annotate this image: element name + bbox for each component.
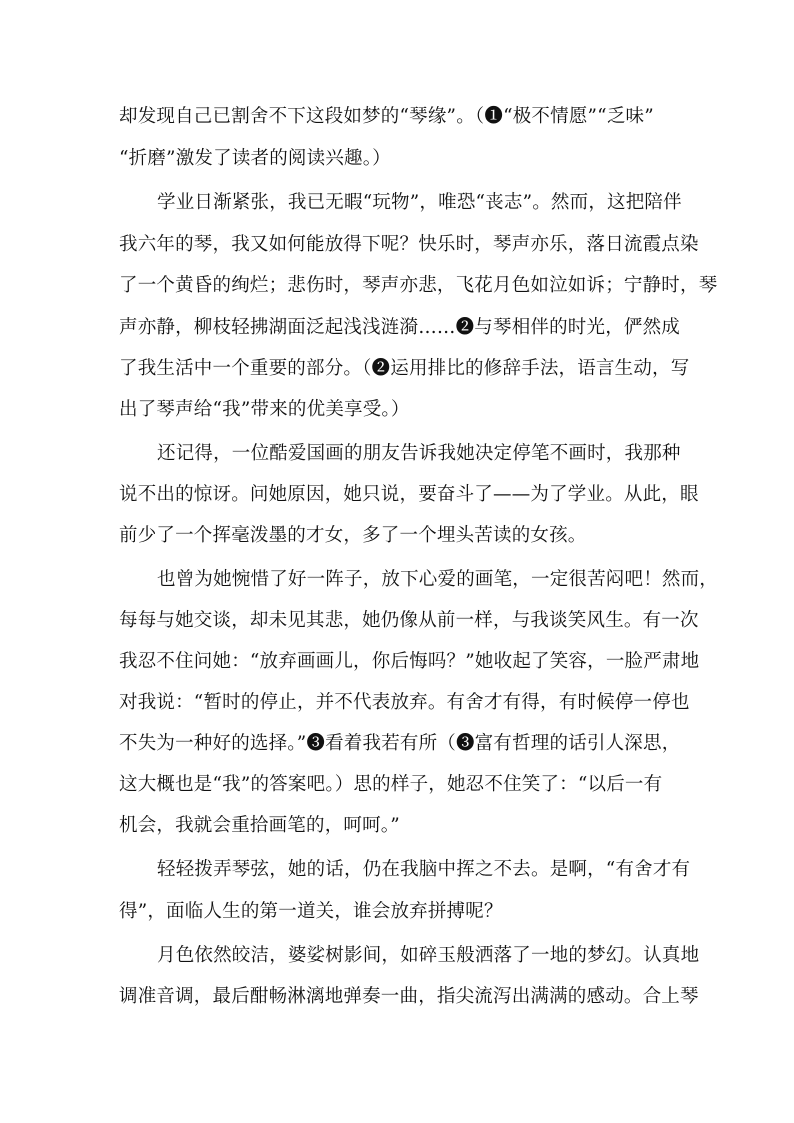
text-line: 对我说：“暂时的停止，并不代表放弃。有舍才有得，有时候停一停也 — [119, 692, 690, 713]
text-line: 得”，面临人生的第一道关，谁会放弃拼搏呢？ — [119, 901, 503, 922]
paragraph-first-line: 轻轻拨弄琴弦，她的话，仍在我脑中挥之不去。是啊，“有舍才有 — [157, 859, 691, 880]
text-line: “折磨”激发了读者的阅读兴趣。） — [119, 148, 391, 169]
text-line: 我忍不住问她：“放弃画画儿，你后悔吗？”她收起了笑容，一脸严肃地 — [119, 651, 700, 672]
paragraph-first-line: 学业日渐紧张，我已无暇“玩物”，唯恐“丧志”。然而，这把陪伴 — [157, 192, 682, 213]
text-line: 调准音调，最后酣畅淋漓地弹奏一曲，指尖流泻出满满的感动。合上琴 — [119, 986, 699, 1007]
paragraph-first-line: 月色依然皎洁，婆娑树影间，如碎玉般洒落了一地的梦幻。认真地 — [157, 945, 700, 966]
text-line: 了一个黄昏的绚烂；悲伤时，琴声亦悲，飞花月色如泣如诉；宁静时，琴 — [119, 275, 718, 296]
text-line: 这大概也是“我”的答案吧。）思的样子，她忍不住笑了：“以后一有 — [119, 774, 663, 795]
text-line: 出了琴声给“我”带来的优美享受。） — [119, 399, 410, 420]
text-line: 却发现自己已割舍不下这段如梦的“琴缘”。（❶“极不情愿”“乏味” — [119, 106, 654, 127]
text-line: 我六年的琴，我又如何能放得下呢？快乐时，琴声亦乐，落日流霞点染 — [119, 234, 699, 255]
paragraph-first-line: 还记得，一位酷爱国画的朋友告诉我她决定停笔不画时，我那种 — [157, 443, 681, 464]
text-line: 说不出的惊讶。问她原因，她只说，要奋斗了——为了学业。从此，眼 — [119, 484, 699, 505]
text-line: 前少了一个挥毫泼墨的才女，多了一个埋头苦读的女孩。 — [119, 525, 587, 546]
paragraph-first-line: 也曾为她惋惜了好一阵子，放下心爱的画笔，一定很苦闷吧！然而， — [157, 569, 719, 590]
text-line: 机会，我就会重拾画笔的，呵呵。” — [119, 815, 400, 836]
text-line: 了我生活中一个重要的部分。（❷运用排比的修辞手法，语言生动，写 — [119, 358, 690, 379]
text-line: 每每与她交谈，却未见其悲，她仍像从前一样，与我谈笑风生。有一次 — [119, 610, 699, 631]
text-line: 声亦静，柳枝轻拂湖面泛起浅浅涟漪……❷与琴相伴的时光，俨然成 — [119, 317, 681, 338]
text-line: 不失为一种好的选择。”❸看着我若有所（❸富有哲理的话引人深思， — [119, 733, 681, 754]
